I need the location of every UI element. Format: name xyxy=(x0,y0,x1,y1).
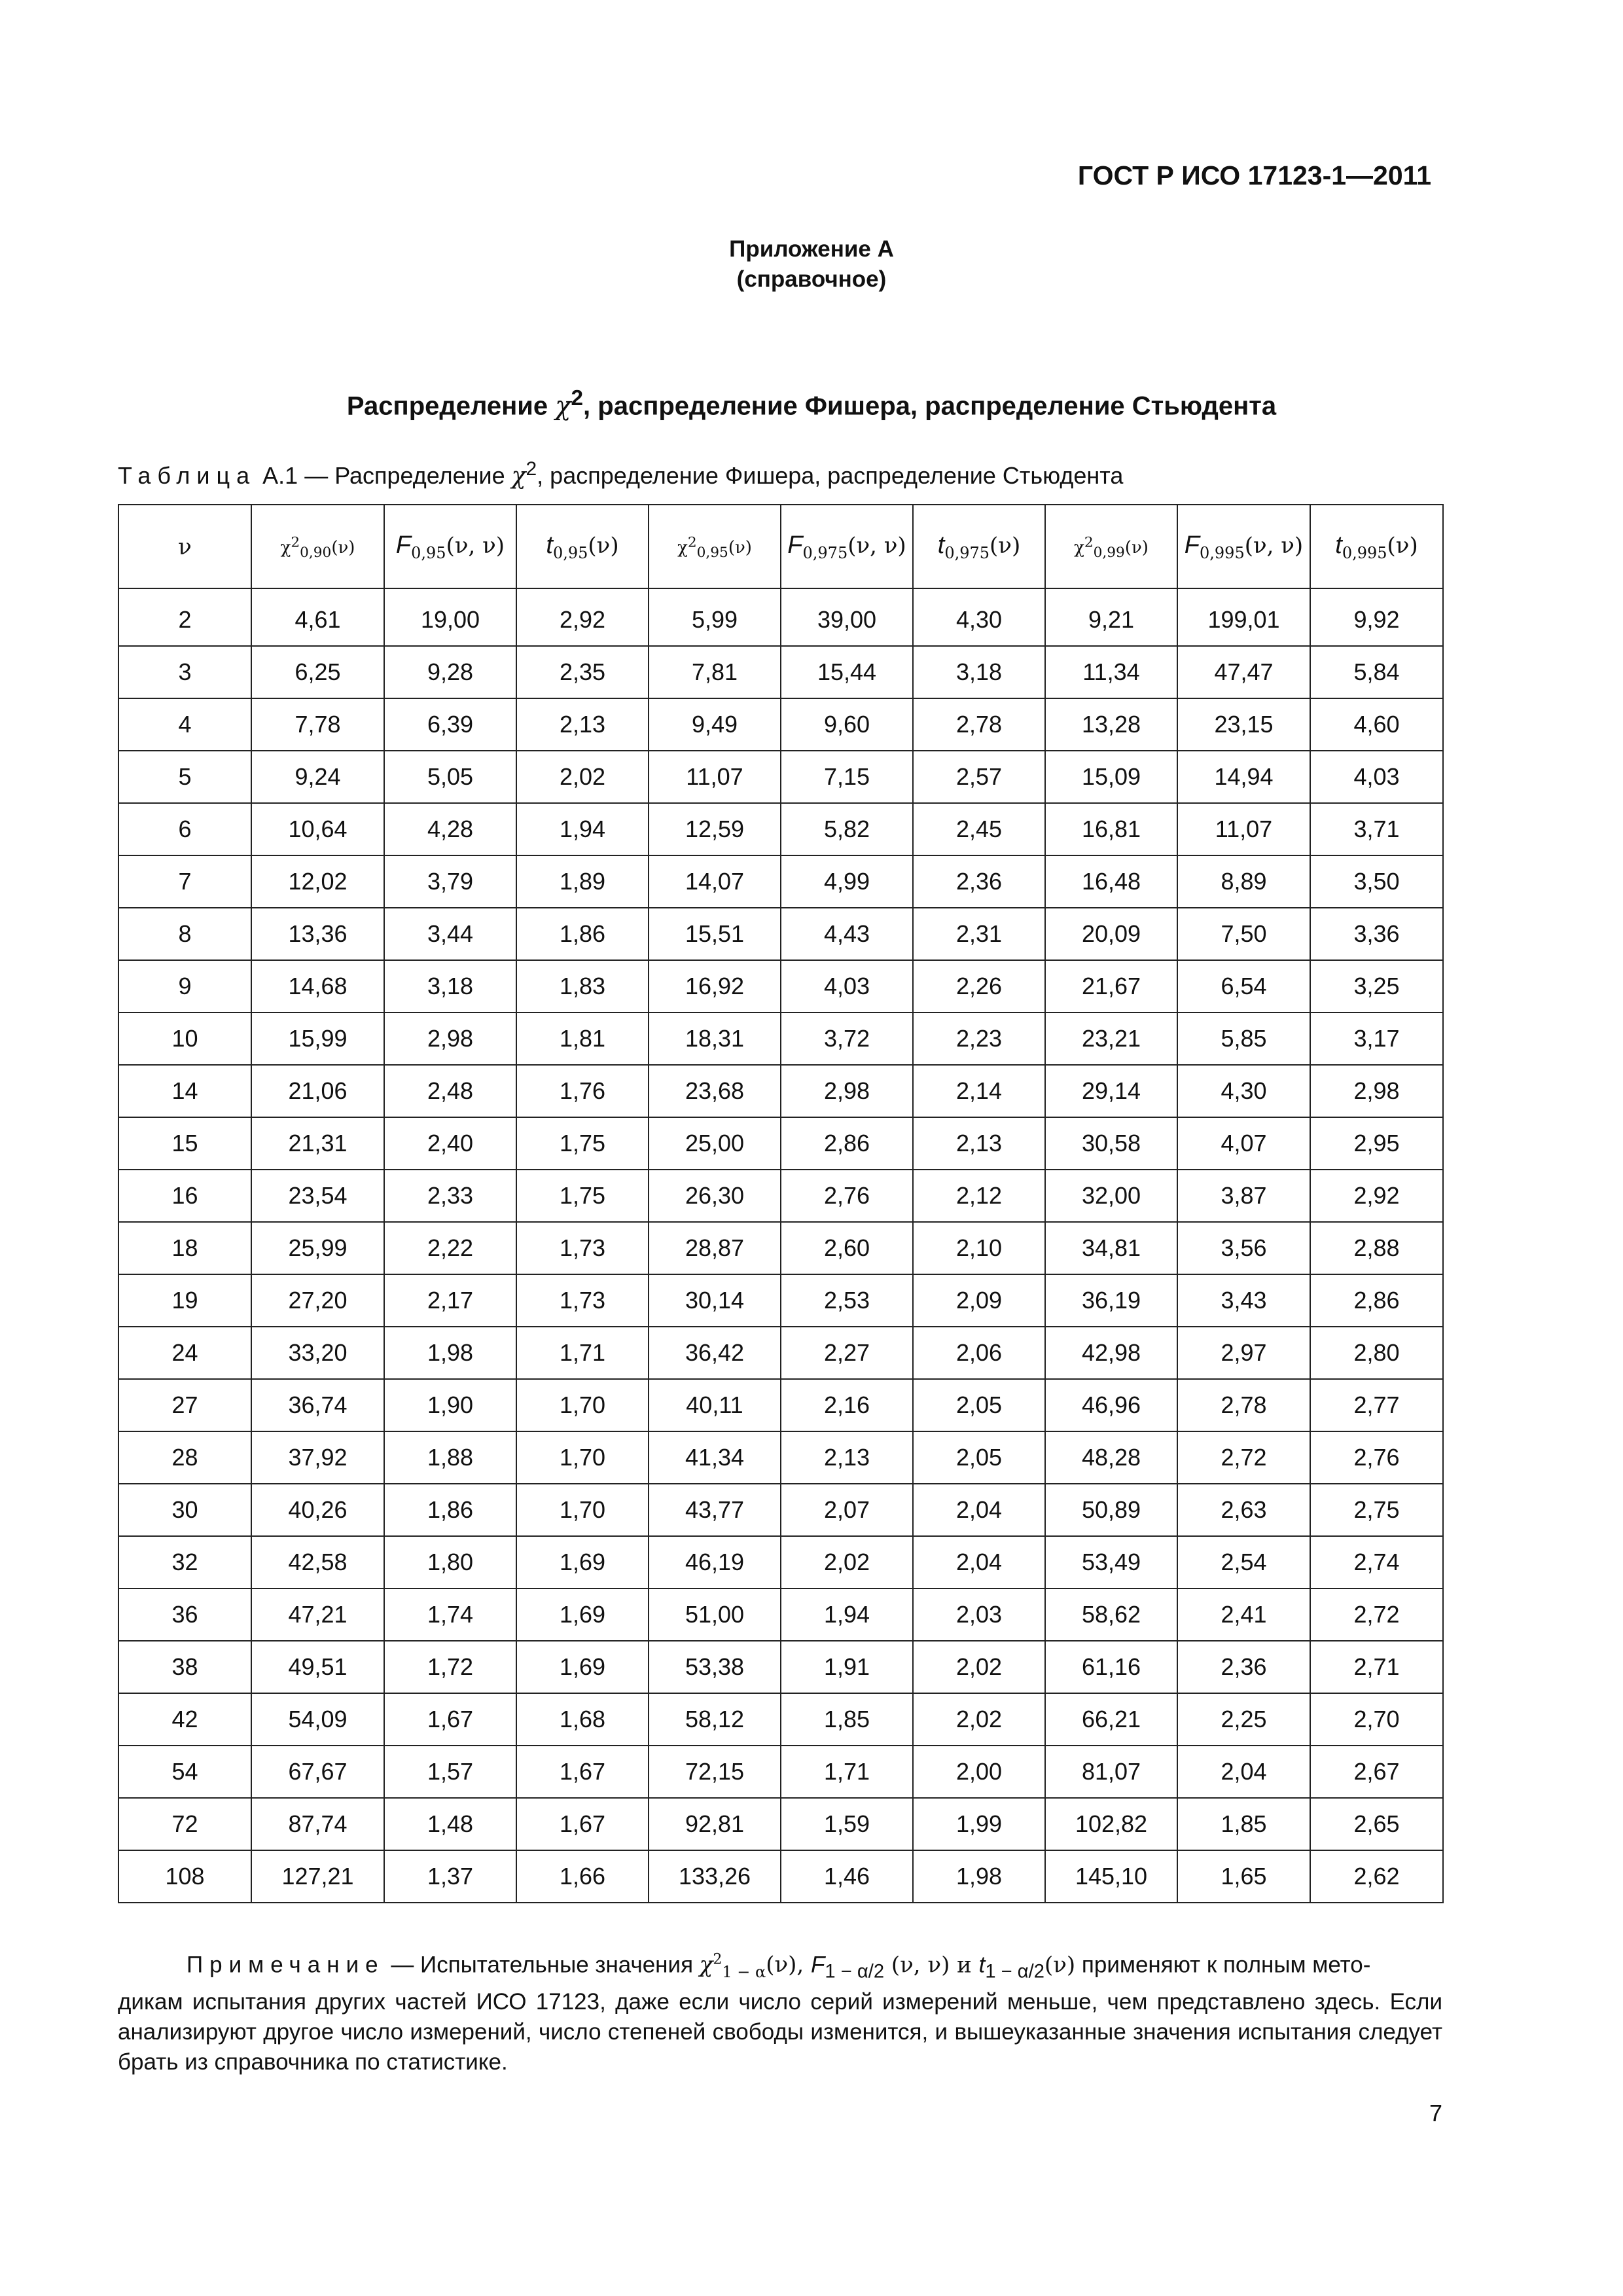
value-cell: 4,99 xyxy=(781,855,913,908)
value-cell: 2,97 xyxy=(1177,1327,1310,1379)
value-cell: 2,02 xyxy=(516,751,649,803)
value-cell: 1,80 xyxy=(384,1536,516,1588)
value-cell: 1,59 xyxy=(781,1798,913,1850)
value-cell: 4,03 xyxy=(1310,751,1443,803)
value-cell: 1,89 xyxy=(516,855,649,908)
value-cell: 1,69 xyxy=(516,1641,649,1693)
dof-cell: 15 xyxy=(118,1117,251,1170)
value-cell: 2,86 xyxy=(781,1117,913,1170)
value-cell: 1,69 xyxy=(516,1588,649,1641)
value-cell: 6,39 xyxy=(384,698,516,751)
value-cell: 72,15 xyxy=(649,1746,781,1798)
value-cell: 30,58 xyxy=(1045,1117,1177,1170)
value-cell: 47,47 xyxy=(1177,646,1310,698)
value-cell: 66,21 xyxy=(1045,1693,1177,1746)
value-cell: 4,07 xyxy=(1177,1117,1310,1170)
value-cell: 1,67 xyxy=(516,1746,649,1798)
table-row xyxy=(118,1850,1443,1903)
value-cell: 1,67 xyxy=(516,1798,649,1850)
column-header: $F_{0,95}(\nu$, ν) xyxy=(384,505,516,588)
value-cell: 1,74 xyxy=(384,1588,516,1641)
value-cell: 25,99 xyxy=(251,1222,384,1274)
note-label: Примечание xyxy=(187,1952,385,1978)
column-header: $t_{0,95}(\nu)$ xyxy=(516,505,649,588)
value-cell: 21,06 xyxy=(251,1065,384,1117)
value-cell: 1,72 xyxy=(384,1641,516,1693)
dof-cell: 3 xyxy=(118,646,251,698)
value-cell: 7,81 xyxy=(649,646,781,698)
value-cell: 2,23 xyxy=(913,1013,1045,1065)
dof-cell: 32 xyxy=(118,1536,251,1588)
value-cell: 3,43 xyxy=(1177,1274,1310,1327)
value-cell: 4,03 xyxy=(781,960,913,1013)
value-cell: 2,78 xyxy=(1177,1379,1310,1431)
value-cell: 11,07 xyxy=(1177,803,1310,855)
table-row xyxy=(118,960,1443,1013)
value-cell: 5,84 xyxy=(1310,646,1443,698)
value-cell: 54,09 xyxy=(251,1693,384,1746)
value-cell: 32,00 xyxy=(1045,1170,1177,1222)
value-cell: 1,85 xyxy=(781,1693,913,1746)
value-cell: 3,71 xyxy=(1310,803,1443,855)
dof-cell: 108 xyxy=(118,1850,251,1903)
value-cell: 2,13 xyxy=(781,1431,913,1484)
table-row xyxy=(118,1431,1443,1484)
value-cell: 28,87 xyxy=(649,1222,781,1274)
value-cell: 1,73 xyxy=(516,1222,649,1274)
value-cell: 1,91 xyxy=(781,1641,913,1693)
value-cell: 15,44 xyxy=(781,646,913,698)
value-cell: 1,71 xyxy=(516,1327,649,1379)
value-cell: 12,59 xyxy=(649,803,781,855)
value-cell: 1,85 xyxy=(1177,1798,1310,1850)
value-cell: 1,98 xyxy=(913,1850,1045,1903)
dof-cell: 27 xyxy=(118,1379,251,1431)
table-caption: Таблица А.1 — Распределение $\chi^2$, распределение Фишера, распределение Стьюдента xyxy=(118,458,1124,490)
table-row xyxy=(118,1536,1443,1588)
dof-cell: 36 xyxy=(118,1588,251,1641)
value-cell: 2,48 xyxy=(384,1065,516,1117)
value-cell: 1,48 xyxy=(384,1798,516,1850)
value-cell: 2,04 xyxy=(1177,1746,1310,1798)
column-header: $t_{0,995}(\nu)$ xyxy=(1310,505,1443,588)
value-cell: 1,46 xyxy=(781,1850,913,1903)
caption-label: Таблица xyxy=(118,462,257,489)
value-cell: 15,99 xyxy=(251,1013,384,1065)
value-cell: 4,60 xyxy=(1310,698,1443,751)
value-cell: 2,06 xyxy=(913,1327,1045,1379)
value-cell: 2,92 xyxy=(1310,1170,1443,1222)
table-row xyxy=(118,1693,1443,1746)
value-cell: 2,54 xyxy=(1177,1536,1310,1588)
value-cell: 3,72 xyxy=(781,1013,913,1065)
table-row xyxy=(118,1484,1443,1536)
value-cell: 1,81 xyxy=(516,1013,649,1065)
value-cell: 37,92 xyxy=(251,1431,384,1484)
table-row xyxy=(118,1170,1443,1222)
value-cell: 29,14 xyxy=(1045,1065,1177,1117)
value-cell: 145,10 xyxy=(1045,1850,1177,1903)
value-cell: 9,92 xyxy=(1310,588,1443,646)
table-row xyxy=(118,698,1443,751)
value-cell: 2,36 xyxy=(913,855,1045,908)
value-cell: 15,51 xyxy=(649,908,781,960)
value-cell: 23,21 xyxy=(1045,1013,1177,1065)
value-cell: 14,07 xyxy=(649,855,781,908)
value-cell: 50,89 xyxy=(1045,1484,1177,1536)
value-cell: 53,49 xyxy=(1045,1536,1177,1588)
value-cell: 10,64 xyxy=(251,803,384,855)
table-row xyxy=(118,1327,1443,1379)
value-cell: 41,34 xyxy=(649,1431,781,1484)
value-cell: 2,60 xyxy=(781,1222,913,1274)
value-cell: 2,67 xyxy=(1310,1746,1443,1798)
value-cell: 1,68 xyxy=(516,1693,649,1746)
table-row xyxy=(118,855,1443,908)
value-cell: 2,27 xyxy=(781,1327,913,1379)
value-cell: 51,00 xyxy=(649,1588,781,1641)
value-cell: 3,25 xyxy=(1310,960,1443,1013)
value-cell: 9,28 xyxy=(384,646,516,698)
value-cell: 3,44 xyxy=(384,908,516,960)
value-cell: 1,76 xyxy=(516,1065,649,1117)
value-cell: 2,02 xyxy=(913,1693,1045,1746)
value-cell: 1,88 xyxy=(384,1431,516,1484)
value-cell: 1,75 xyxy=(516,1117,649,1170)
page-number: 7 xyxy=(1429,2100,1442,2126)
dof-cell: 2 xyxy=(118,588,251,646)
value-cell: 21,67 xyxy=(1045,960,1177,1013)
value-cell: 2,31 xyxy=(913,908,1045,960)
value-cell: 2,03 xyxy=(913,1588,1045,1641)
column-header: $F_{0,975}(\nu$, ν) xyxy=(781,505,913,588)
value-cell: 2,05 xyxy=(913,1379,1045,1431)
value-cell: 48,28 xyxy=(1045,1431,1177,1484)
value-cell: 42,98 xyxy=(1045,1327,1177,1379)
value-cell: 2,74 xyxy=(1310,1536,1443,1588)
value-cell: 2,71 xyxy=(1310,1641,1443,1693)
table-row xyxy=(118,1798,1443,1850)
value-cell: 2,09 xyxy=(913,1274,1045,1327)
value-cell: 87,74 xyxy=(251,1798,384,1850)
value-cell: 3,18 xyxy=(913,646,1045,698)
value-cell: 9,60 xyxy=(781,698,913,751)
value-cell: 15,09 xyxy=(1045,751,1177,803)
dof-cell: 42 xyxy=(118,1693,251,1746)
value-cell: 2,63 xyxy=(1177,1484,1310,1536)
value-cell: 46,19 xyxy=(649,1536,781,1588)
value-cell: 19,00 xyxy=(384,588,516,646)
value-cell: 11,34 xyxy=(1045,646,1177,698)
table-body xyxy=(118,588,1443,1903)
value-cell: 2,05 xyxy=(913,1431,1045,1484)
value-cell: 3,18 xyxy=(384,960,516,1013)
table-row xyxy=(118,1274,1443,1327)
value-cell: 40,26 xyxy=(251,1484,384,1536)
column-header: $F_{0,995}(\nu$, ν) xyxy=(1177,505,1310,588)
value-cell: 39,00 xyxy=(781,588,913,646)
value-cell: 49,51 xyxy=(251,1641,384,1693)
value-cell: 1,69 xyxy=(516,1536,649,1588)
value-cell: 1,73 xyxy=(516,1274,649,1327)
value-cell: 3,17 xyxy=(1310,1013,1443,1065)
dof-cell: 30 xyxy=(118,1484,251,1536)
value-cell: 2,80 xyxy=(1310,1327,1443,1379)
value-cell: 2,86 xyxy=(1310,1274,1443,1327)
appendix-type: (справочное) xyxy=(736,266,887,292)
value-cell: 8,89 xyxy=(1177,855,1310,908)
value-cell: 34,81 xyxy=(1045,1222,1177,1274)
value-cell: 9,24 xyxy=(251,751,384,803)
value-cell: 81,07 xyxy=(1045,1746,1177,1798)
value-cell: 23,68 xyxy=(649,1065,781,1117)
value-cell: 127,21 xyxy=(251,1850,384,1903)
value-cell: 2,57 xyxy=(913,751,1045,803)
value-cell: 13,28 xyxy=(1045,698,1177,751)
value-cell: 42,58 xyxy=(251,1536,384,1588)
value-cell: 2,75 xyxy=(1310,1484,1443,1536)
value-cell: 2,98 xyxy=(1310,1065,1443,1117)
value-cell: 4,61 xyxy=(251,588,384,646)
value-cell: 92,81 xyxy=(649,1798,781,1850)
value-cell: 14,68 xyxy=(251,960,384,1013)
value-cell: 2,76 xyxy=(1310,1431,1443,1484)
value-cell: 2,25 xyxy=(1177,1693,1310,1746)
value-cell: 2,26 xyxy=(913,960,1045,1013)
value-cell: 3,50 xyxy=(1310,855,1443,908)
value-cell: 61,16 xyxy=(1045,1641,1177,1693)
standard-number: ГОСТ Р ИСО 17123-1—2011 xyxy=(1077,160,1431,190)
value-cell: 16,92 xyxy=(649,960,781,1013)
value-cell: 2,53 xyxy=(781,1274,913,1327)
value-cell: 7,78 xyxy=(251,698,384,751)
value-cell: 2,17 xyxy=(384,1274,516,1327)
value-cell: 1,66 xyxy=(516,1850,649,1903)
value-cell: 1,37 xyxy=(384,1850,516,1903)
value-cell: 12,02 xyxy=(251,855,384,908)
value-cell: 2,77 xyxy=(1310,1379,1443,1431)
table-row xyxy=(118,1013,1443,1065)
table-row xyxy=(118,588,1443,646)
value-cell: 2,88 xyxy=(1310,1222,1443,1274)
value-cell: 2,13 xyxy=(516,698,649,751)
value-cell: 3,79 xyxy=(384,855,516,908)
table-row xyxy=(118,1065,1443,1117)
value-cell: 102,82 xyxy=(1045,1798,1177,1850)
value-cell: 4,43 xyxy=(781,908,913,960)
value-cell: 2,78 xyxy=(913,698,1045,751)
dof-cell: 9 xyxy=(118,960,251,1013)
value-cell: 27,20 xyxy=(251,1274,384,1327)
dof-cell: 72 xyxy=(118,1798,251,1850)
table-row xyxy=(118,751,1443,803)
dof-cell: 24 xyxy=(118,1327,251,1379)
dof-cell: 38 xyxy=(118,1641,251,1693)
value-cell: 1,57 xyxy=(384,1746,516,1798)
table-row xyxy=(118,1746,1443,1798)
table-row xyxy=(118,1641,1443,1693)
value-cell: 2,98 xyxy=(781,1065,913,1117)
table-row xyxy=(118,646,1443,698)
column-header: $\chi^2_{0,99}(\nu)$ xyxy=(1045,505,1177,588)
value-cell: 2,41 xyxy=(1177,1588,1310,1641)
value-cell: 4,28 xyxy=(384,803,516,855)
value-cell: 47,21 xyxy=(251,1588,384,1641)
value-cell: 53,38 xyxy=(649,1641,781,1693)
value-cell: 2,00 xyxy=(913,1746,1045,1798)
value-cell: 23,15 xyxy=(1177,698,1310,751)
value-cell: 2,10 xyxy=(913,1222,1045,1274)
dof-cell: 7 xyxy=(118,855,251,908)
column-header: ν xyxy=(118,505,251,588)
dof-cell: 28 xyxy=(118,1431,251,1484)
column-header: $\chi^2_{0,95}(\nu)$ xyxy=(649,505,781,588)
value-cell: 2,02 xyxy=(913,1641,1045,1693)
value-cell: 4,30 xyxy=(1177,1065,1310,1117)
value-cell: 7,15 xyxy=(781,751,913,803)
value-cell: 1,86 xyxy=(384,1484,516,1536)
value-cell: 9,49 xyxy=(649,698,781,751)
value-cell: 2,02 xyxy=(781,1536,913,1588)
value-cell: 43,77 xyxy=(649,1484,781,1536)
value-cell: 2,40 xyxy=(384,1117,516,1170)
value-cell: 2,07 xyxy=(781,1484,913,1536)
column-header: $\chi^2_{0,90}(\nu)$ xyxy=(251,505,384,588)
value-cell: 3,87 xyxy=(1177,1170,1310,1222)
value-cell: 23,54 xyxy=(251,1170,384,1222)
value-cell: 5,05 xyxy=(384,751,516,803)
value-cell: 2,76 xyxy=(781,1170,913,1222)
value-cell: 1,71 xyxy=(781,1746,913,1798)
value-cell: 2,16 xyxy=(781,1379,913,1431)
distribution-table xyxy=(118,504,1444,1903)
value-cell: 2,22 xyxy=(384,1222,516,1274)
value-cell: 1,83 xyxy=(516,960,649,1013)
value-cell: 11,07 xyxy=(649,751,781,803)
value-cell: 5,85 xyxy=(1177,1013,1310,1065)
value-cell: 1,99 xyxy=(913,1798,1045,1850)
dof-cell: 4 xyxy=(118,698,251,751)
value-cell: 67,67 xyxy=(251,1746,384,1798)
dof-cell: 54 xyxy=(118,1746,251,1798)
value-cell: 2,72 xyxy=(1177,1431,1310,1484)
value-cell: 1,75 xyxy=(516,1170,649,1222)
note-text: дикам испытания других частей ИСО 17123, даже если число серий измерений меньше, чем представлено здесь. Если анализируют другое число измерений, число степеней свободы изменится, и вышеуказанные значения испытания следует брать из справочника по статистике. xyxy=(118,1989,1442,2075)
value-cell: 7,50 xyxy=(1177,908,1310,960)
value-cell: 2,35 xyxy=(516,646,649,698)
value-cell: 2,45 xyxy=(913,803,1045,855)
value-cell: 30,14 xyxy=(649,1274,781,1327)
value-cell: 1,70 xyxy=(516,1379,649,1431)
value-cell: 2,14 xyxy=(913,1065,1045,1117)
value-cell: 1,90 xyxy=(384,1379,516,1431)
appendix-label: Приложение А xyxy=(729,236,894,262)
value-cell: 5,82 xyxy=(781,803,913,855)
dof-cell: 10 xyxy=(118,1013,251,1065)
value-cell: 1,94 xyxy=(516,803,649,855)
table-row xyxy=(118,908,1443,960)
table-row xyxy=(118,1588,1443,1641)
dof-cell: 5 xyxy=(118,751,251,803)
value-cell: 2,04 xyxy=(913,1484,1045,1536)
table-note: Примечание — Испытательные значения $\chi^2_{1 - \alpha}(\nu)$, $F_{1 - \alpha/2}$ (ν, ν) и $t_{1 - \alpha/2}(\nu)$ применяют к полным мето- дикам испытания других частей ИСО 17123, даже если число серий измерений меньше, чем представлено здесь. Если анализируют другое число измерений, число степеней свободы изменится, и вышеуказанные значения испытания следует брать из справочника по статистике. xyxy=(118,1945,1442,2077)
value-cell: 2,98 xyxy=(384,1013,516,1065)
dof-cell: 19 xyxy=(118,1274,251,1327)
value-cell: 18,31 xyxy=(649,1013,781,1065)
value-cell: 2,72 xyxy=(1310,1588,1443,1641)
value-cell: 2,04 xyxy=(913,1536,1045,1588)
value-cell: 2,12 xyxy=(913,1170,1045,1222)
dof-cell: 14 xyxy=(118,1065,251,1117)
table-row xyxy=(118,1222,1443,1274)
section-title: Распределение $\chi^2$, распределение Фишера, распределение Стьюдента xyxy=(346,386,1277,422)
value-cell: 1,94 xyxy=(781,1588,913,1641)
value-cell: 58,12 xyxy=(649,1693,781,1746)
value-cell: 2,62 xyxy=(1310,1850,1443,1903)
value-cell: 33,20 xyxy=(251,1327,384,1379)
value-cell: 2,33 xyxy=(384,1170,516,1222)
dof-cell: 16 xyxy=(118,1170,251,1222)
value-cell: 5,99 xyxy=(649,588,781,646)
value-cell: 14,94 xyxy=(1177,751,1310,803)
dof-cell: 6 xyxy=(118,803,251,855)
value-cell: 2,65 xyxy=(1310,1798,1443,1850)
value-cell: 2,13 xyxy=(913,1117,1045,1170)
value-cell: 25,00 xyxy=(649,1117,781,1170)
value-cell: 3,36 xyxy=(1310,908,1443,960)
value-cell: 199,01 xyxy=(1177,588,1310,646)
value-cell: 1,86 xyxy=(516,908,649,960)
value-cell: 20,09 xyxy=(1045,908,1177,960)
value-cell: 6,25 xyxy=(251,646,384,698)
value-cell: 16,81 xyxy=(1045,803,1177,855)
value-cell: 1,98 xyxy=(384,1327,516,1379)
value-cell: 9,21 xyxy=(1045,588,1177,646)
value-cell: 3,56 xyxy=(1177,1222,1310,1274)
value-cell: 1,70 xyxy=(516,1431,649,1484)
value-cell: 2,36 xyxy=(1177,1641,1310,1693)
value-cell: 1,70 xyxy=(516,1484,649,1536)
table-row xyxy=(118,1117,1443,1170)
table-row xyxy=(118,1379,1443,1431)
value-cell: 2,70 xyxy=(1310,1693,1443,1746)
value-cell: 16,48 xyxy=(1045,855,1177,908)
table-header-row xyxy=(118,505,1443,588)
dof-cell: 8 xyxy=(118,908,251,960)
value-cell: 13,36 xyxy=(251,908,384,960)
value-cell: 58,62 xyxy=(1045,1588,1177,1641)
value-cell: 36,19 xyxy=(1045,1274,1177,1327)
value-cell: 6,54 xyxy=(1177,960,1310,1013)
value-cell: 36,74 xyxy=(251,1379,384,1431)
value-cell: 26,30 xyxy=(649,1170,781,1222)
column-header: $t_{0,975}(\nu)$ xyxy=(913,505,1045,588)
value-cell: 21,31 xyxy=(251,1117,384,1170)
value-cell: 36,42 xyxy=(649,1327,781,1379)
value-cell: 1,67 xyxy=(384,1693,516,1746)
value-cell: 46,96 xyxy=(1045,1379,1177,1431)
value-cell: 133,26 xyxy=(649,1850,781,1903)
dof-cell: 18 xyxy=(118,1222,251,1274)
value-cell: 1,65 xyxy=(1177,1850,1310,1903)
value-cell: 4,30 xyxy=(913,588,1045,646)
value-cell: 2,95 xyxy=(1310,1117,1443,1170)
value-cell: 2,92 xyxy=(516,588,649,646)
value-cell: 40,11 xyxy=(649,1379,781,1431)
table-row xyxy=(118,803,1443,855)
